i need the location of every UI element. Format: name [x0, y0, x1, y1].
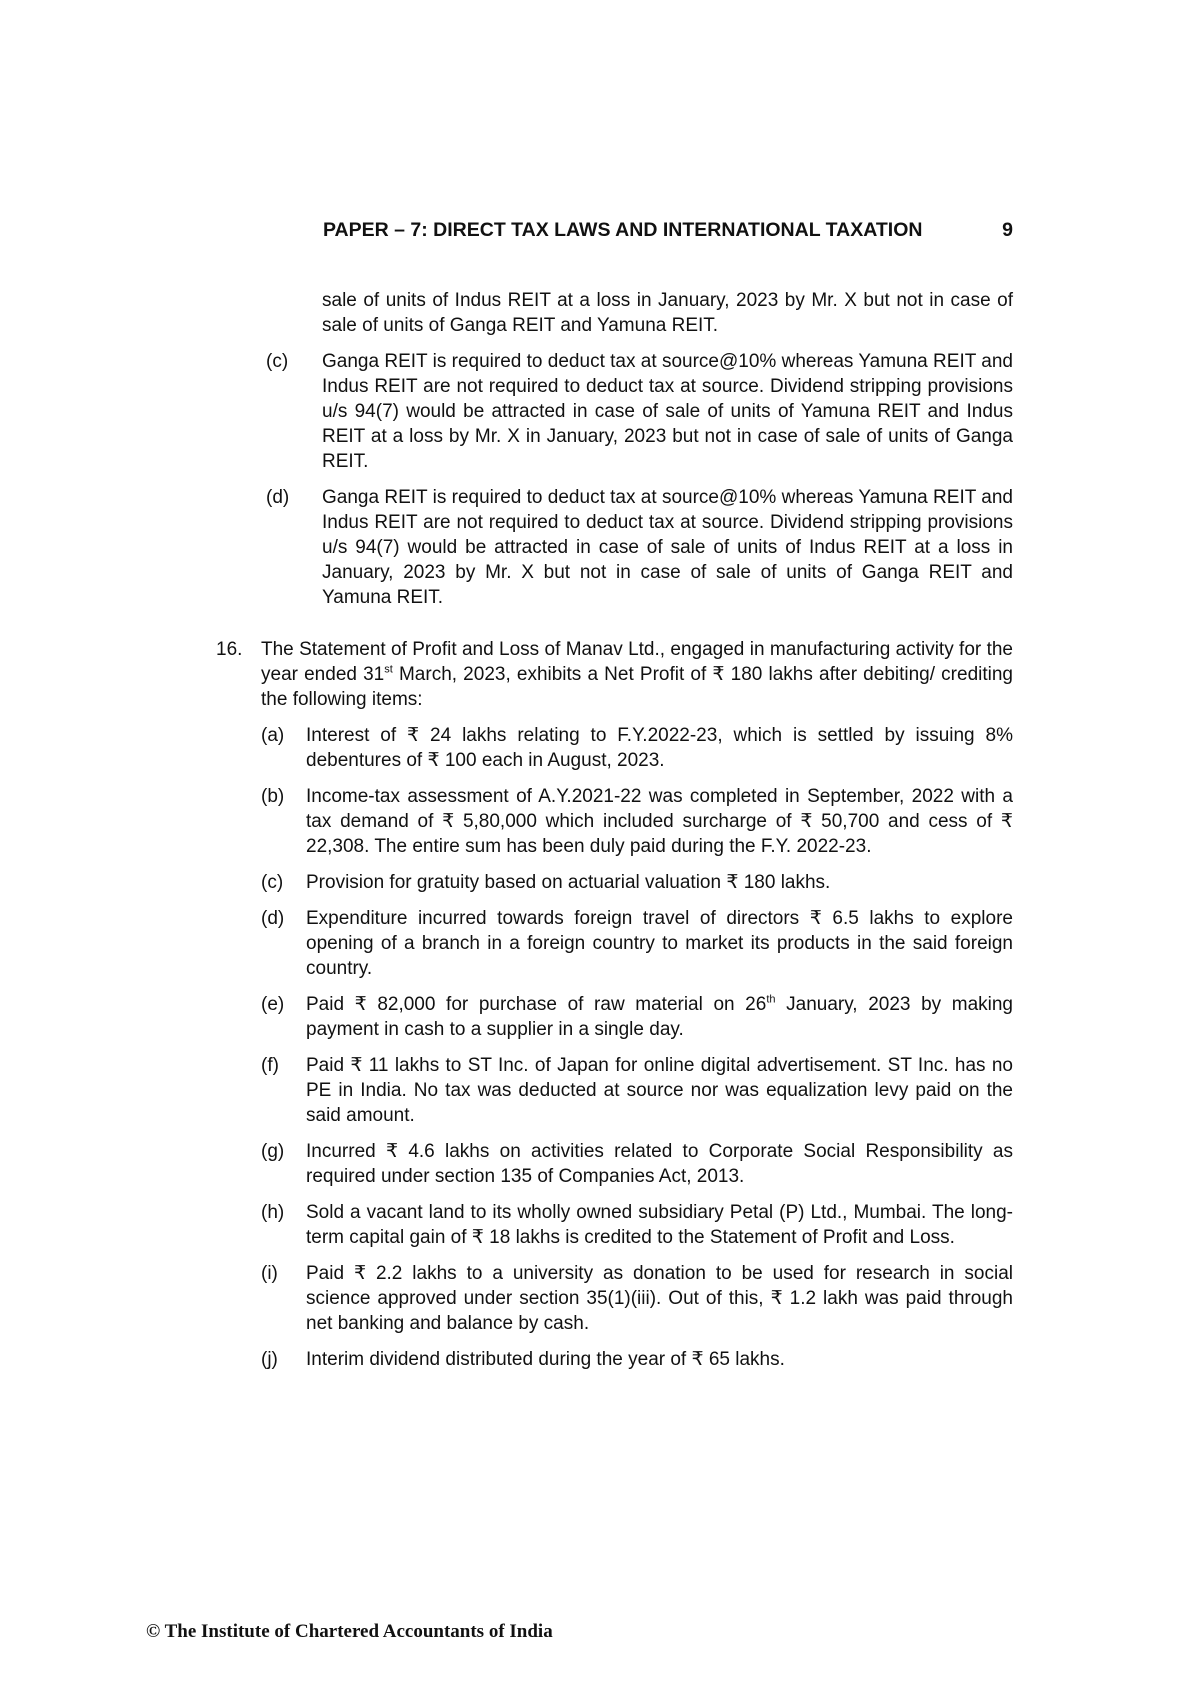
item-text: Paid ₹ 11 lakhs to ST Inc. of Japan for online digital advertisement. ST Inc. has no PE in India. No tax was deducted at source nor was equalization levy paid on the said amount.	[306, 1055, 1013, 1126]
header-title: PAPER – 7: DIRECT TAX LAWS AND INTERNATIONAL TAXATION	[323, 219, 923, 241]
item-label: (c)	[261, 872, 284, 893]
question-intro	[261, 637, 1013, 712]
intro-part-a: The Statement of Profit and Loss of Manav Ltd., engaged in manufacturing activity for the year ended 31	[261, 639, 1013, 685]
continuation-text: sale of units of Indus REIT at a loss in January, 2023 by Mr. X but not in case of sale of units of Ganga REIT and Yamuna REIT.	[322, 290, 1013, 336]
item-text: Interest of ₹ 24 lakhs relating to F.Y.2022-23, which is settled by issuing 8% debentures of ₹ 100 each in August, 2023.	[306, 725, 1013, 771]
item-e-part-b: January, 2023 by making payment in cash to a supplier in a single day.	[306, 994, 1013, 1040]
option-label: (c)	[266, 351, 289, 372]
item-d	[261, 906, 1013, 981]
question-number: 16.	[216, 639, 243, 660]
item-label: (i)	[261, 1263, 278, 1284]
copyright-footer: © The Institute of Chartered Accountants of India	[146, 1621, 553, 1642]
item-text: Interim dividend distributed during the year of ₹ 65 lakhs.	[306, 1349, 785, 1370]
item-f	[261, 1053, 1013, 1128]
item-e	[261, 992, 1013, 1042]
item-text	[306, 992, 1013, 1042]
question-items	[261, 723, 1013, 1372]
item-label: (a)	[261, 725, 285, 746]
item-c	[261, 870, 1013, 895]
intro-part-b: March, 2023, exhibits a Net Profit of ₹ 180 lakhs after debiting/ crediting the following items:	[261, 664, 1013, 710]
item-e-part-a: Paid ₹ 82,000 for purchase of raw material on 26	[306, 994, 767, 1015]
page-number: 9	[1002, 219, 1013, 241]
item-b	[261, 784, 1013, 859]
item-text: Expenditure incurred towards foreign travel of directors ₹ 6.5 lakhs to explore opening of a branch in a foreign country to market its products in the said foreign country.	[306, 908, 1013, 979]
page-header	[323, 219, 1013, 242]
item-j	[261, 1347, 1013, 1372]
intro-superscript: st	[384, 663, 393, 676]
item-label: (b)	[261, 786, 285, 807]
item-label: (j)	[261, 1349, 278, 1370]
item-text: Incurred ₹ 4.6 lakhs on activities related to Corporate Social Responsibility as required under section 135 of Companies Act, 2013.	[306, 1141, 1013, 1187]
item-label: (g)	[261, 1141, 285, 1162]
page-content	[216, 288, 1013, 1372]
item-text: Provision for gratuity based on actuarial valuation ₹ 180 lakhs.	[306, 872, 831, 893]
option-text: Ganga REIT is required to deduct tax at source@10% whereas Yamuna REIT and Indus REIT are not required to deduct tax at source. Dividend stripping provisions u/s 94(7) would be attracted in case of sale of units of Yamuna REIT and Indus REIT at a loss by Mr. X in January, 2023 but not in case of sale of units of Ganga REIT.	[322, 351, 1013, 472]
option-label: (d)	[266, 487, 290, 508]
item-text: Sold a vacant land to its wholly owned subsidiary Petal (P) Ltd., Mumbai. The long-term capital gain of ₹ 18 lakhs is credited to the Statement of Profit and Loss.	[306, 1202, 1013, 1248]
option-c	[216, 349, 1013, 474]
item-i	[261, 1261, 1013, 1336]
item-g	[261, 1139, 1013, 1189]
item-h	[261, 1200, 1013, 1250]
item-text: Paid ₹ 2.2 lakhs to a university as donation to be used for research in social science approved under section 35(1)(iii). Out of this, ₹ 1.2 lakh was paid through net banking and balance by cash.	[306, 1263, 1013, 1334]
option-d	[216, 485, 1013, 610]
option-text: Ganga REIT is required to deduct tax at source@10% whereas Yamuna REIT and Indus REIT are not required to deduct tax at source. Dividend stripping provisions u/s 94(7) would be attracted in case of sale of units of Indus REIT at a loss in January, 2023 by Mr. X but not in case of sale of units of Ganga REIT and Yamuna REIT.	[322, 487, 1013, 608]
item-a	[261, 723, 1013, 773]
item-e-superscript: th	[766, 993, 776, 1006]
item-label: (h)	[261, 1202, 285, 1223]
item-label: (e)	[261, 994, 285, 1015]
item-label: (f)	[261, 1055, 279, 1076]
item-label: (d)	[261, 908, 285, 929]
question-16	[216, 637, 1013, 712]
item-text: Income-tax assessment of A.Y.2021-22 was completed in September, 2022 with a tax demand of ₹ 5,80,000 which included surcharge of ₹ 50,700 and cess of ₹ 22,308. The entire sum has been duly paid during the F.Y. 2022-23.	[306, 786, 1013, 857]
